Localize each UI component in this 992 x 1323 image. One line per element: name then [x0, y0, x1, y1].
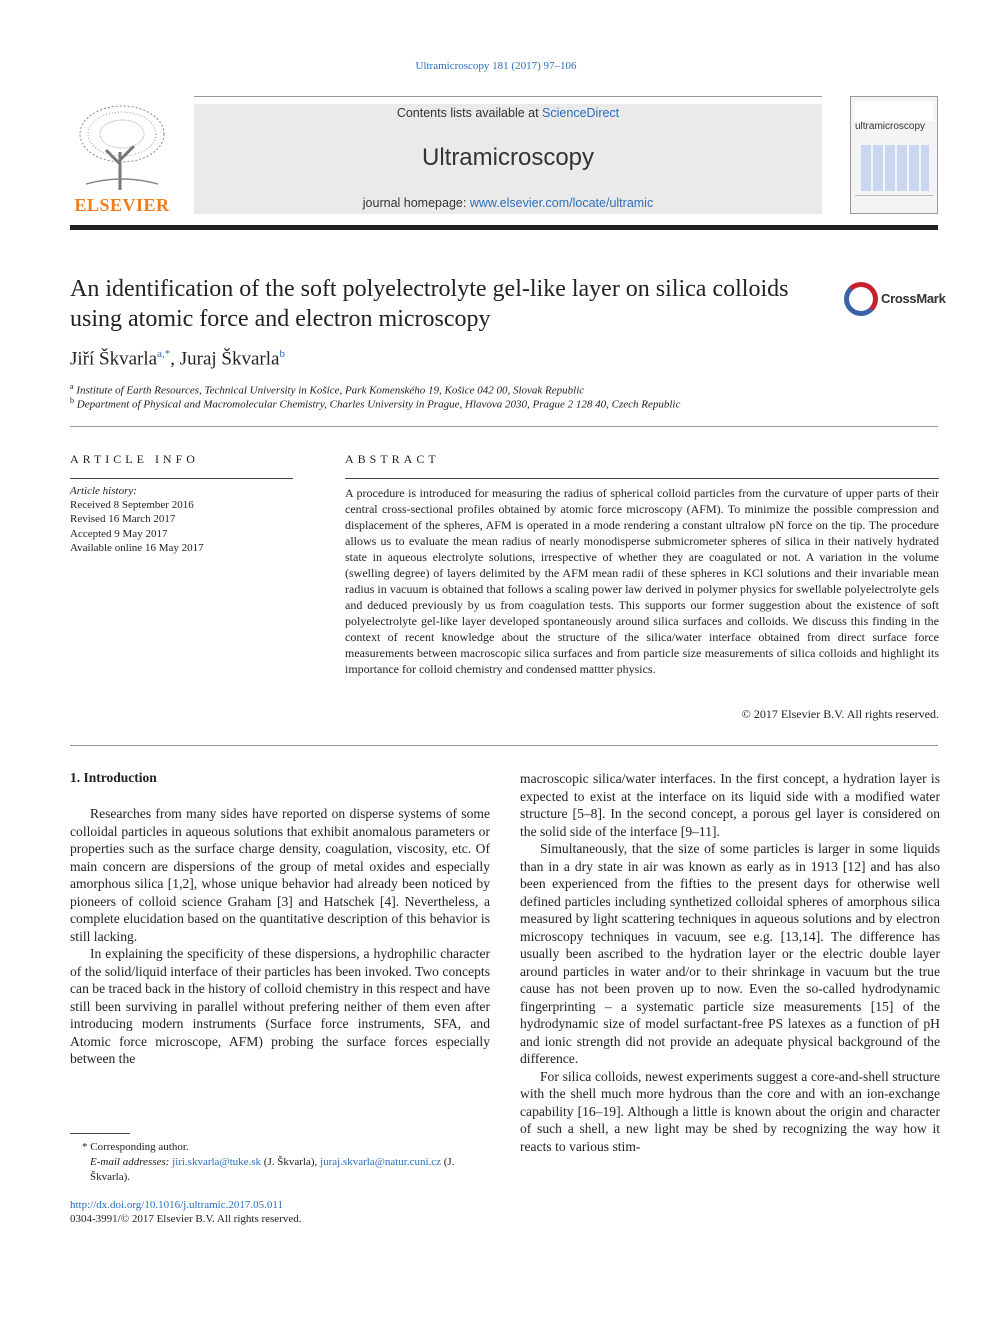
- corresponding-author-note: * Corresponding author.: [82, 1141, 189, 1153]
- body-paragraph: macroscopic silica/water interfaces. In the first concept, a hydration layer is expected to exist at the interface on its liquid side with a modified water structure [5–8]. In the second concept, a porous gel layer is considered on the solid side of the interface [9–11].: [520, 771, 940, 839]
- email-owner: (J. Škvarla),: [261, 1156, 321, 1168]
- body-paragraph: For silica colloids, newest experiments suggest a core-and-shell structure with the shell much more hydrous than the core and with an ion-exchange capability [16–19]. Although a little is known about the origin and character of such a shell, a new light may be shed by recognizing the way how it reacts to various stim-: [520, 1068, 940, 1154]
- elsevier-tree-icon: [76, 104, 168, 190]
- cover-footer: [855, 195, 933, 209]
- section-heading-introduction: 1. Introduction: [70, 770, 157, 785]
- doi-link[interactable]: http://dx.doi.org/10.1016/j.ultramic.2017.05.011: [70, 1199, 283, 1211]
- author-separator: ,: [170, 348, 180, 370]
- author-name: Jiří Škvarla: [70, 348, 158, 370]
- sciencedirect-link[interactable]: ScienceDirect: [542, 106, 620, 120]
- article-history: [70, 484, 204, 555]
- cover-header: [855, 101, 933, 121]
- elsevier-logo: [70, 104, 174, 216]
- body-paragraph: In explaining the specificity of these dispersions, a hydrophilic character of the solid/liquid interface of their particles has been invoked. Two concepts can be traced back in the history of colloid chemistry in this respect and have still been surviving in parallel without prefering neither of them even after introducing modern instruments (Surface force instruments, SFA, and Atomic force microscope, AFM) probing the surface forces especially between the: [70, 946, 490, 1066]
- header-top-rule: [194, 96, 822, 97]
- revised-date: Revised 16 March 2017: [70, 513, 176, 526]
- footnote-rule: [70, 1133, 130, 1134]
- body-paragraph: Researches from many sides have reported on disperse systems of some colloidal particles in aqueous solutions that exhibit anomalous parameters or properties such as the surface charge density, coagulation, viscosity, etc. Of main concern are dispersions of the group of metal oxides and especially amorphous silica [1,2], whose unique behavior had already been noticed by pioneers of colloid science Graham [3] and Hatschek [4]. Nevertheless, a complete elucidation based on the quantitative description of this behavior is still lacking.: [70, 806, 490, 944]
- homepage-prefix: journal homepage:: [362, 196, 470, 210]
- crossmark-icon: [844, 282, 878, 316]
- affiliation-mark: b: [70, 396, 74, 405]
- affiliation-text: Institute of Earth Resources, Technical University in Košice, Park Komenského 19, Košice 042 00, Slovak Republic: [76, 384, 585, 397]
- received-date: Received 8 September 2016: [70, 499, 194, 512]
- elsevier-wordmark: ELSEVIER: [74, 195, 170, 215]
- affiliation-text: Department of Physical and Macromolecular Chemistry, Charles University in Prague, Hlavova 2030, Prague 2 128 40, Czech Republic: [76, 398, 681, 411]
- journal-name: Ultramicroscopy: [421, 144, 595, 171]
- body-right-column: [520, 770, 940, 1155]
- abstract-heading: ABSTRACT: [345, 452, 440, 466]
- online-date: Available online 16 May 2017: [70, 541, 204, 554]
- email-label: E-mail addresses:: [90, 1156, 173, 1168]
- body-left-column: [70, 805, 490, 1068]
- issn-copyright: 0304-3991/© 2017 Elsevier B.V. All rights reserved.: [70, 1213, 302, 1225]
- contents-line: [194, 106, 822, 120]
- article-title: An identification of the soft polyelectrolyte gel-like layer on silica colloids using atomic force and electron microscopy: [70, 276, 789, 332]
- email-addresses: [70, 1155, 490, 1184]
- author-list: [70, 348, 285, 370]
- email-link[interactable]: jiri.skvarla@tuke.sk: [172, 1156, 262, 1168]
- author-affiliation-mark[interactable]: a,*: [157, 348, 171, 360]
- journal-citation[interactable]: Ultramicroscopy 181 (2017) 97–106: [415, 60, 577, 72]
- article-info-heading: ARTICLE INFO: [70, 452, 199, 466]
- affiliation-mark: a: [70, 382, 74, 391]
- history-label: Article history:: [70, 485, 137, 497]
- accepted-date: Accepted 9 May 2017: [70, 527, 168, 540]
- author-affiliation-mark[interactable]: b: [279, 348, 285, 360]
- author-name: Juraj Škvarla: [179, 348, 280, 370]
- abstract-rule: [345, 478, 939, 479]
- section-divider: [70, 426, 938, 427]
- abstract-copyright: © 2017 Elsevier B.V. All rights reserved.: [741, 707, 939, 721]
- homepage-link[interactable]: www.elsevier.com/locate/ultramic: [469, 196, 654, 210]
- crossmark-label: CrossMark: [881, 291, 946, 306]
- email-link[interactable]: juraj.skvarla@natur.cuni.cz: [320, 1156, 442, 1168]
- email-owner: (J. Škvarla).: [90, 1156, 455, 1183]
- affiliation-a: [70, 382, 584, 397]
- body-paragraph: Simultaneously, that the size of some particles is larger in some liquids than in a dry state in air was known as early as in 1913 [12] and has also been experienced from the fifties to the present days for otherwise well defined particles including synthetized colloidal spheres of amorphous silica measured by light scattering techniques in aqueous solutions and by electron microscopy techniques in vacuum, see e.g. [13,14]. The difference has usually been ascribed to the hydration layer or the electric double layer around particles in water and/or to their shrinkage in vacuum but the true cause has not been proven up to now. Even the so-called hydrodynamic fingerprinting – a systematic particle size measurements [15] of the hydrodynamic size of model surfactant-free PS latexes as a function of pH and ionic strength did not provide an adequate physical background of the difference.: [520, 841, 940, 1066]
- cover-title: ultramicroscopy: [855, 121, 926, 132]
- abstract-text: A procedure is introduced for measuring the radius of spherical colloid particles from the curvature of upper parts of their central cross-sectional profiles obtained by atomic force microscopy (AFM). To minimize the possible compression and displacement of the spheres, AFM is operated in a mode rendering a constant ultralow pN force on the tip. The procedure allows us to evaluate the mean radius of nearly monodisperse submicrometer spheres of silica in their natively hydrated state in aqueous electrolyte solutions, irrespective of whether they are coagulated or not. A variation in the volume (swelling degree) of layers delimited by the AFM mean radii of these spheres in KCl solutions and their invariable mean radius in vacuum is obtained that follows a scaling power law derived in polymer physics for swellable polyelectrolyte gels and deduced previously by us from coagulation tests. This supports our former suggestion about the existence of soft polyelectrolyte gel-like layer developed spontaneously around silica surfaces and colloids. We discuss this finding in the context of recent knowledge about the structure of the silica/water interface obtained from direct surface force measurements between macroscopic silica surfaces and from particle size measurements of silica colloids and highlight its importance for colloid chemistry and condensed mattter physics.: [345, 486, 939, 676]
- header-thick-rule: [70, 225, 938, 230]
- section-divider: [70, 745, 938, 746]
- journal-banner: [194, 104, 822, 214]
- article-info-rule: [70, 478, 293, 479]
- contents-prefix: Contents lists available at: [396, 106, 543, 120]
- journal-cover-thumbnail[interactable]: [850, 96, 938, 214]
- cover-image: [861, 145, 929, 191]
- affiliation-b: [70, 396, 680, 411]
- homepage-line: [194, 196, 822, 210]
- crossmark-badge[interactable]: [844, 282, 944, 318]
